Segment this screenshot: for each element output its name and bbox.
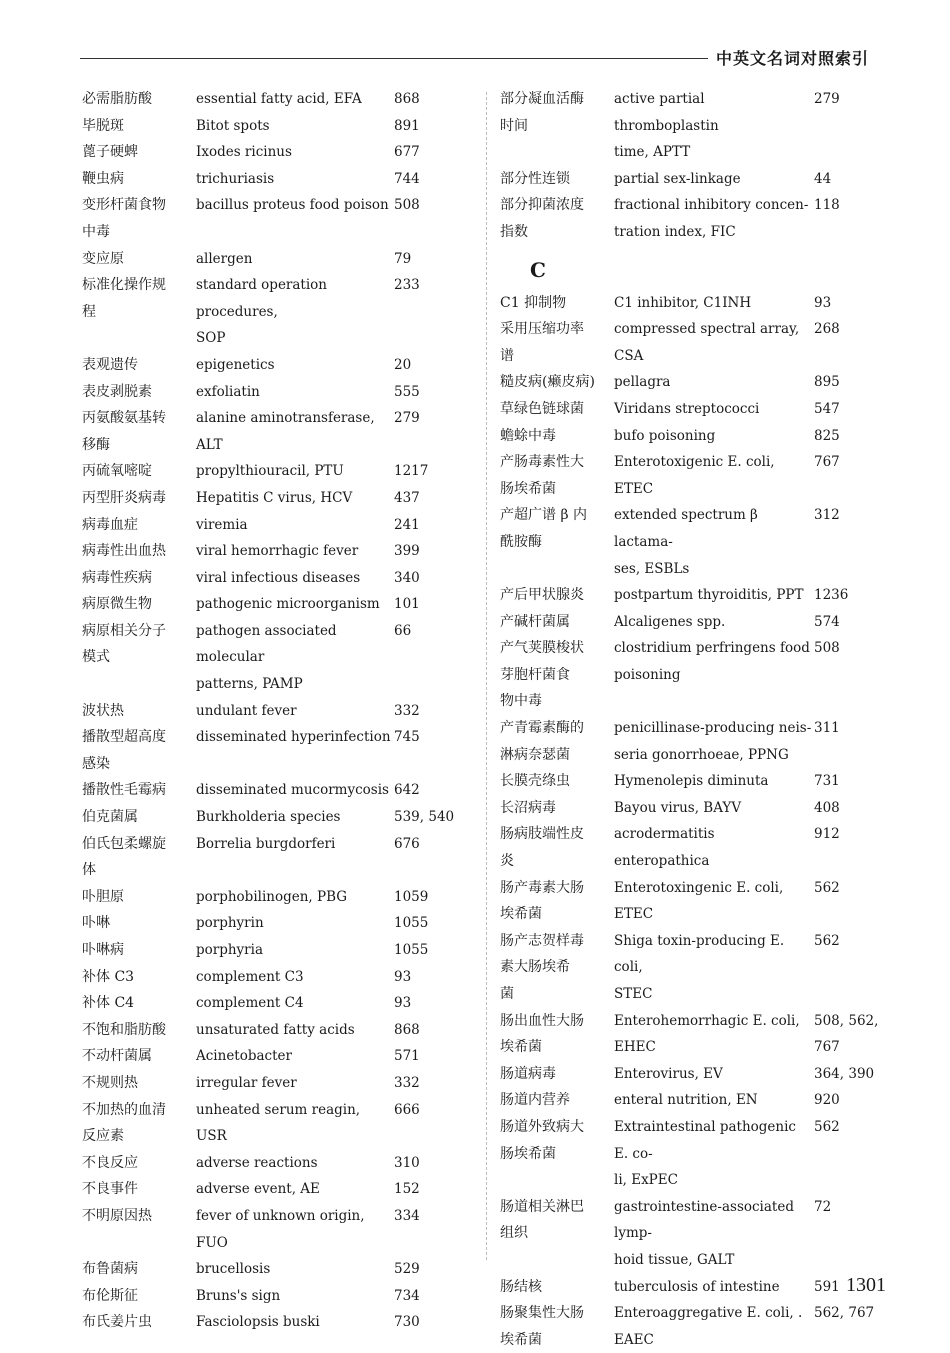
entry-chinese-term: 表皮剥脱素	[82, 383, 152, 400]
entry-page-ref: 1059	[394, 888, 429, 905]
entry-english-term: Enterotoxigenic E. coli, ETEC	[614, 454, 775, 497]
entry-page-ref: 241	[394, 516, 420, 533]
index-entry	[500, 1194, 892, 1274]
entry-chinese-term: 毕脱斑	[82, 117, 124, 134]
index-entry	[82, 139, 482, 166]
entry-english-term: Enteroaggregative E. coli, . EAEC	[614, 1305, 803, 1348]
index-entry	[82, 937, 482, 964]
entry-page-ref: 93	[394, 995, 412, 1012]
index-entry	[82, 1070, 482, 1097]
entry-page-ref: 571	[394, 1048, 420, 1065]
entry-chinese-term: 伯克菌属	[82, 809, 138, 826]
entry-chinese-term: 不饱和脂肪酸	[82, 1021, 166, 1038]
entry-chinese-term: 卟啉病	[82, 942, 124, 958]
index-entry	[82, 485, 482, 512]
index-entry	[82, 591, 482, 618]
entry-chinese-term: 肠结核	[500, 1278, 542, 1295]
entry-chinese-term: 肠道病毒	[500, 1065, 556, 1082]
index-entry	[500, 875, 892, 928]
entry-page-ref: 312	[814, 507, 840, 524]
entry-chinese-term: 病原微生物	[82, 596, 152, 613]
entry-page-ref: 868	[394, 91, 420, 107]
entry-english-term: trichuriasis	[196, 170, 275, 187]
entry-english-term: exfoliatin	[196, 383, 260, 400]
entry-page-ref: 1055	[394, 942, 429, 958]
index-entry	[500, 396, 892, 423]
index-entry	[82, 379, 482, 406]
entry-page-ref: 340	[394, 569, 420, 586]
index-entry	[500, 1300, 892, 1353]
left-column	[82, 86, 482, 1336]
entry-english-term: porphobilinogen, PBG	[196, 888, 348, 905]
entry-chinese-term: 产肠毒素性大 肠埃希菌	[500, 454, 584, 497]
entry-page-ref: 79	[394, 250, 412, 267]
entry-english-term: fever of unknown origin, FUO	[196, 1207, 365, 1251]
index-entry	[82, 565, 482, 592]
entry-page-ref: 334	[394, 1207, 420, 1224]
entry-english-term: acrodermatitis enteropathica	[614, 826, 715, 870]
entry-english-term: disseminated mucormycosis	[196, 782, 389, 799]
entry-page-ref: 66	[394, 622, 412, 639]
entry-english-term: Hepatitis C virus, HCV	[196, 489, 353, 506]
index-entry	[82, 1150, 482, 1177]
entry-english-term: porphyria	[196, 942, 264, 958]
right-column-top-entries	[500, 86, 892, 246]
entry-english-term: irregular fever	[196, 1074, 297, 1091]
entry-english-term: Bayou virus, BAYV	[614, 799, 742, 816]
index-entry	[82, 272, 482, 352]
index-entry	[500, 821, 892, 874]
entry-page-ref: 562, 767	[814, 1305, 875, 1322]
entry-chinese-term: 播散性毛霉病	[82, 782, 166, 799]
index-entry	[500, 928, 892, 1008]
entry-chinese-term: 部分凝血活酶 时间	[500, 91, 584, 134]
entry-page-ref: 44	[814, 170, 832, 187]
entry-chinese-term: 草绿色链球菌	[500, 400, 584, 417]
entry-english-term: adverse event, AE	[196, 1181, 320, 1198]
entry-english-term: bufo poisoning	[614, 427, 716, 444]
entry-english-term: extended spectrum β lactama- ses, ESBLs	[614, 507, 758, 577]
entry-english-term: Bitot spots	[196, 117, 270, 134]
entry-page-ref: 72	[814, 1198, 832, 1215]
entry-page-ref: 399	[394, 543, 420, 560]
entry-chinese-term: 播散型超高度 感染	[82, 729, 166, 772]
entry-english-term: Acinetobacter	[196, 1048, 292, 1065]
index-entry	[500, 449, 892, 502]
entry-page-ref: 101	[394, 596, 420, 613]
entry-chinese-term: 必需脂肪酸	[82, 91, 152, 107]
index-entry	[82, 1017, 482, 1044]
entry-page-ref: 574	[814, 613, 840, 630]
index-entry	[82, 724, 482, 777]
entry-page-ref: 555	[394, 383, 420, 400]
entry-chinese-term: 产后甲状腺炎	[500, 587, 584, 604]
index-entry	[82, 1176, 482, 1203]
entry-english-term: Alcaligenes spp.	[614, 613, 726, 630]
entry-page-ref: 920	[814, 1092, 840, 1109]
index-entry	[82, 618, 482, 698]
entry-english-term: Burkholderia species	[196, 809, 341, 826]
index-entry	[500, 423, 892, 450]
index-entry	[500, 86, 892, 166]
entry-chinese-term: 长膜壳绦虫	[500, 773, 570, 790]
entry-page-ref: 730	[394, 1314, 420, 1331]
index-entry	[500, 1087, 892, 1114]
entry-english-term: Borrelia burgdorferi	[196, 835, 336, 852]
entry-chinese-term: 部分性连锁	[500, 170, 570, 187]
entry-chinese-term: 变应原	[82, 250, 124, 267]
entry-chinese-term: 不动杆菌属	[82, 1048, 152, 1065]
entry-page-ref: 529	[394, 1261, 420, 1278]
column-divider	[486, 92, 487, 1260]
index-entry	[82, 964, 482, 991]
entry-chinese-term: 布伦斯征	[82, 1287, 138, 1304]
entry-chinese-term: 伯氏包柔螺旋 体	[82, 835, 166, 879]
entry-page-ref: 767	[814, 454, 840, 471]
entry-english-term: Viridans streptococci	[614, 400, 760, 417]
entry-page-ref: 310	[394, 1154, 420, 1171]
index-entry	[82, 1283, 482, 1310]
entry-chinese-term: 标准化操作规 程	[82, 277, 166, 320]
index-entry	[82, 884, 482, 911]
entry-page-ref: 1217	[394, 463, 429, 480]
entry-chinese-term: 肠道内营养	[500, 1092, 570, 1109]
entry-english-term: allergen	[196, 250, 253, 267]
index-entry	[500, 316, 892, 369]
entry-page-ref: 152	[394, 1181, 420, 1198]
entry-page-ref: 408	[814, 799, 840, 816]
index-entry	[500, 1274, 892, 1301]
entry-chinese-term: 病毒性疾病	[82, 569, 152, 586]
entry-english-term: Enterohemorrhagic E. coli, EHEC	[614, 1012, 800, 1056]
entry-english-term: disseminated hyperinfection	[196, 729, 391, 746]
running-header-title: 中英文名词对照索引	[716, 49, 870, 68]
entry-english-term: Bruns's sign	[196, 1287, 281, 1304]
entry-chinese-term: 布鲁菌病	[82, 1261, 138, 1278]
index-entry	[82, 1043, 482, 1070]
entry-english-term: unsaturated fatty acids	[196, 1021, 355, 1038]
entry-page-ref: 93	[814, 294, 832, 311]
entry-page-ref: 562	[814, 879, 840, 896]
right-column	[500, 86, 892, 1353]
entry-english-term: clostridium perfringens food poisoning	[614, 640, 810, 683]
entry-chinese-term: 蟾蜍中毒	[500, 427, 556, 444]
index-entry	[82, 246, 482, 273]
index-entry	[82, 458, 482, 485]
entry-page-ref: 279	[394, 410, 420, 427]
entry-english-term: adverse reactions	[196, 1154, 318, 1171]
entry-chinese-term: 产气荚膜梭状 芽胞杆菌食 物中毒	[500, 640, 584, 710]
entry-english-term: tuberculosis of intestine	[614, 1278, 780, 1295]
entry-english-term: porphyrin	[196, 915, 264, 932]
entry-page-ref: 437	[394, 489, 420, 506]
entry-chinese-term: 病原相关分子 模式	[82, 622, 166, 666]
entry-page-ref: 508	[394, 197, 420, 214]
entry-chinese-term: C1 抑制物	[500, 294, 567, 311]
entry-chinese-term: 肠出血性大肠 埃希菌	[500, 1012, 584, 1056]
entry-chinese-term: 肠聚集性大肠 埃希菌	[500, 1305, 584, 1348]
entry-page-ref: 825	[814, 427, 840, 444]
index-entry	[82, 831, 482, 884]
index-entry	[500, 635, 892, 715]
entry-chinese-term: 不良反应	[82, 1154, 138, 1171]
entry-english-term: fractional inhibitory concen- tration index, FIC	[614, 197, 809, 240]
entry-chinese-term: 变形杆菌食物 中毒	[82, 197, 166, 240]
entry-english-term: pellagra	[614, 374, 671, 391]
index-entry	[500, 609, 892, 636]
index-entry	[500, 1061, 892, 1088]
entry-page-ref: 508, 562, 767	[814, 1012, 879, 1056]
section-letter-heading: C	[530, 257, 546, 282]
index-entry	[82, 512, 482, 539]
entry-page-ref: 734	[394, 1287, 420, 1304]
index-entry	[82, 113, 482, 140]
entry-page-ref: 233	[394, 277, 420, 294]
entry-chinese-term: 产青霉素酶的 淋病奈瑟菌	[500, 720, 584, 763]
entry-english-term: pathogen associated molecular patterns, PAMP	[196, 622, 337, 693]
entry-chinese-term: 蓖子硬蜱	[82, 144, 138, 161]
index-entry	[500, 290, 892, 317]
entry-english-term: postpartum thyroiditis, PPT	[614, 587, 804, 604]
entry-page-ref: 547	[814, 400, 840, 417]
entry-page-ref: 642	[394, 782, 420, 799]
entry-english-term: enteral nutrition, EN	[614, 1092, 758, 1109]
entry-page-ref: 508	[814, 640, 840, 657]
entry-chinese-term: 丙型肝炎病毒	[82, 489, 166, 506]
entry-english-term: active partial thromboplastin time, APTT	[614, 91, 719, 161]
entry-english-term: complement C4	[196, 995, 304, 1012]
entry-chinese-term: 波状热	[82, 702, 124, 719]
index-entry	[82, 698, 482, 725]
entry-chinese-term: 病毒血症	[82, 516, 138, 533]
entry-english-term: Enterovirus, EV	[614, 1065, 723, 1082]
entry-chinese-term: 丙氨酸氨基转 移酶	[82, 410, 166, 453]
entry-english-term: compressed spectral array, CSA	[614, 321, 800, 364]
entry-chinese-term: 糙皮病(癞皮病)	[500, 374, 595, 391]
entry-page-ref: 1236	[814, 587, 849, 604]
entry-page-ref: 93	[394, 968, 412, 985]
entry-chinese-term: 卟胆原	[82, 888, 124, 905]
index-entry	[500, 369, 892, 396]
entry-chinese-term: 肠病肢端性皮 炎	[500, 826, 584, 870]
entry-page-ref: 891	[394, 117, 420, 134]
entry-english-term: complement C3	[196, 968, 304, 985]
entry-page-ref: 311	[814, 720, 840, 737]
entry-chinese-term: 不加热的血清 反应素	[82, 1101, 166, 1145]
index-entry	[500, 502, 892, 582]
index-entry	[500, 1008, 892, 1061]
entry-page-ref: 677	[394, 144, 420, 161]
entry-page-ref: 731	[814, 773, 840, 790]
header-rule	[80, 58, 708, 59]
entry-chinese-term: 补体 C4	[82, 995, 135, 1012]
entry-chinese-term: 肠道相关淋巴 组织	[500, 1198, 584, 1242]
entry-english-term: Enterotoxingenic E. coli, ETEC	[614, 879, 784, 923]
index-entry	[82, 1256, 482, 1283]
entry-english-term: alanine aminotransferase, ALT	[196, 410, 375, 453]
index-entry	[82, 990, 482, 1017]
entry-english-term: essential fatty acid, EFA	[196, 91, 362, 107]
index-entry	[500, 192, 892, 245]
entry-page-ref: 118	[814, 197, 840, 214]
right-column-entries	[500, 290, 892, 1353]
index-entry	[82, 405, 482, 458]
entry-english-term: epigenetics	[196, 356, 275, 373]
entry-english-term: pathogenic microorganism	[196, 596, 380, 613]
entry-english-term: undulant fever	[196, 702, 297, 719]
entry-page-ref: 868	[394, 1021, 420, 1038]
index-entry	[82, 804, 482, 831]
entry-page-ref: 676	[394, 835, 420, 852]
entry-english-term: Ixodes ricinus	[196, 144, 292, 161]
entry-chinese-term: 不良事件	[82, 1181, 138, 1198]
index-entry	[82, 1097, 482, 1150]
index-entry	[82, 538, 482, 565]
entry-page-ref: 562	[814, 1118, 840, 1135]
entry-chinese-term: 鞭虫病	[82, 170, 124, 187]
index-entry	[82, 777, 482, 804]
entry-page-ref: 268	[814, 321, 840, 338]
page-number: 1301	[846, 1274, 886, 1296]
entry-english-term: viremia	[196, 516, 248, 533]
entry-english-term: bacillus proteus food poison	[196, 197, 389, 214]
entry-english-term: Shiga toxin-producing E. coli, STEC	[614, 932, 785, 1002]
entry-chinese-term: 布氏姜片虫	[82, 1314, 152, 1331]
entry-chinese-term: 丙硫氧嘧啶	[82, 463, 152, 480]
entry-english-term: propylthiouracil, PTU	[196, 463, 344, 480]
entry-chinese-term: 产碱杆菌属	[500, 613, 570, 630]
entry-page-ref: 332	[394, 702, 420, 719]
entry-chinese-term: 部分抑菌浓度 指数	[500, 197, 584, 240]
entry-page-ref: 539, 540	[394, 809, 455, 826]
entry-page-ref: 591	[814, 1278, 840, 1295]
entry-chinese-term: 不明原因热	[82, 1207, 152, 1224]
index-entry	[500, 715, 892, 768]
entry-chinese-term: 不规则热	[82, 1074, 138, 1091]
entry-page-ref: 744	[394, 170, 420, 187]
entry-page-ref: 20	[394, 356, 412, 373]
entry-chinese-term: 产超广谱 β 内 酰胺酶	[500, 507, 587, 550]
index-entry	[82, 1203, 482, 1256]
entry-page-ref: 279	[814, 91, 840, 107]
entry-english-term: Hymenolepis diminuta	[614, 773, 769, 790]
entry-page-ref: 895	[814, 374, 840, 391]
entry-page-ref: 1055	[394, 915, 429, 932]
entry-page-ref: 332	[394, 1074, 420, 1091]
entry-page-ref: 912	[814, 826, 840, 843]
index-entry	[82, 166, 482, 193]
index-entry	[500, 166, 892, 193]
entry-chinese-term: 病毒性出血热	[82, 543, 166, 560]
entry-chinese-term: 补体 C3	[82, 968, 135, 985]
entry-english-term: penicillinase-producing neis- seria gonorrhoeae, PPNG	[614, 720, 812, 763]
index-entry	[82, 192, 482, 245]
entry-english-term: partial sex-linkage	[614, 170, 741, 187]
index-entry	[500, 795, 892, 822]
index-entry	[500, 1114, 892, 1194]
index-entry	[500, 582, 892, 609]
entry-chinese-term: 肠道外致病大 肠埃希菌	[500, 1118, 584, 1162]
entry-chinese-term: 表观遗传	[82, 356, 138, 373]
entry-chinese-term: 肠产毒素大肠 埃希菌	[500, 879, 584, 923]
entry-english-term: Fasciolopsis buski	[196, 1314, 320, 1331]
entry-english-term: viral infectious diseases	[196, 569, 361, 586]
entry-english-term: standard operation procedures, SOP	[196, 277, 327, 347]
entry-english-term: unheated serum reagin, USR	[196, 1101, 361, 1145]
entry-chinese-term: 采用压缩功率 谱	[500, 321, 584, 364]
index-entry	[82, 1309, 482, 1336]
entry-page-ref: 364, 390	[814, 1065, 875, 1082]
entry-english-term: C1 inhibitor, C1INH	[614, 294, 752, 311]
entry-english-term: gastrointestine-associated lymp- hoid tissue, GALT	[614, 1198, 794, 1268]
entry-page-ref: 745	[394, 729, 420, 746]
index-entry	[82, 352, 482, 379]
entry-english-term: viral hemorrhagic fever	[196, 543, 359, 560]
index-entry	[500, 768, 892, 795]
entry-english-term: brucellosis	[196, 1261, 271, 1278]
entry-chinese-term: 卟啉	[82, 915, 110, 932]
index-entry	[82, 910, 482, 937]
entry-page-ref: 562	[814, 932, 840, 949]
entry-chinese-term: 长沼病毒	[500, 799, 556, 816]
entry-page-ref: 666	[394, 1101, 420, 1118]
entry-chinese-term: 肠产志贺样毒 素大肠埃希 菌	[500, 932, 584, 1002]
entry-english-term: Extraintestinal pathogenic E. co- li, ExPEC	[614, 1118, 796, 1189]
index-entry	[82, 86, 482, 113]
